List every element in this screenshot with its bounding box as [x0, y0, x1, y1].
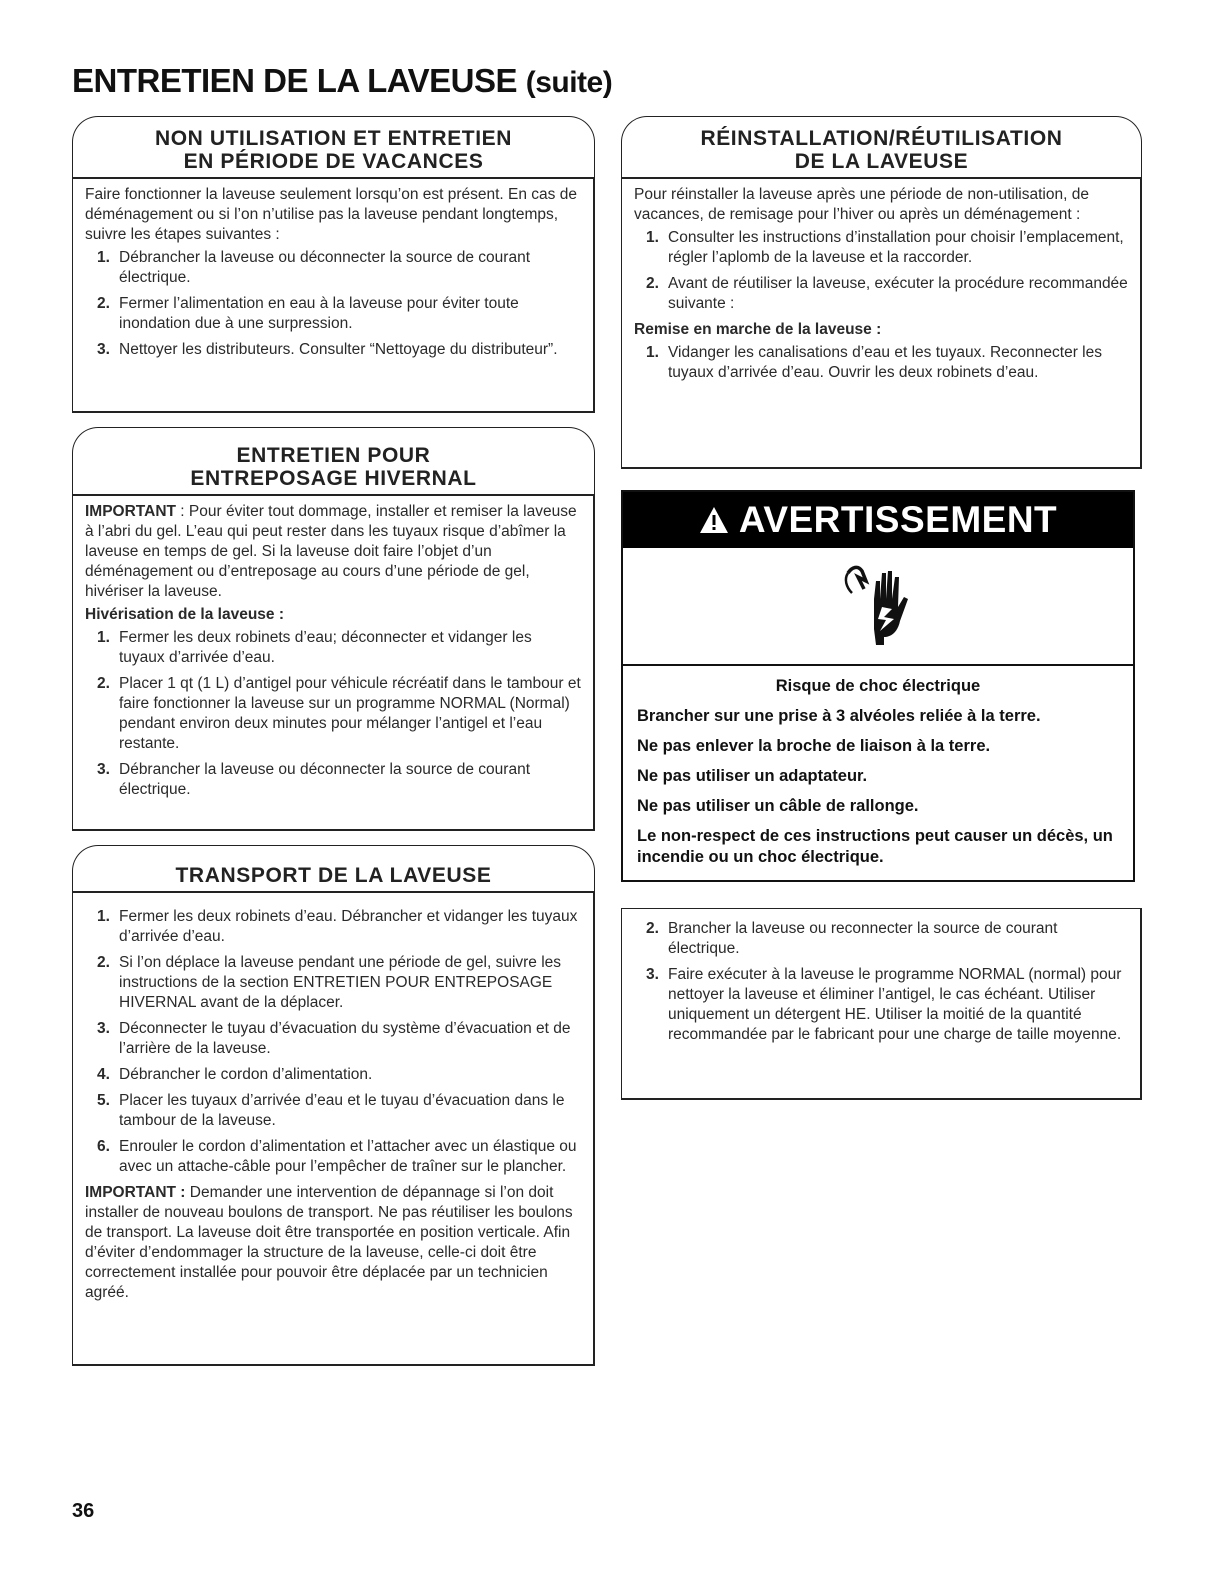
step-number: 2.	[97, 295, 110, 312]
section-hivernal	[72, 427, 595, 831]
list-item	[85, 628, 581, 668]
step-number: 2.	[646, 920, 659, 937]
step-text: Enrouler le cordon d’alimentation et l’attacher avec un élastique ou avec un attache-câble pour l’empêcher de traîner sur le plancher.	[119, 1138, 577, 1175]
step-number: 1.	[646, 229, 659, 246]
section-reinstallation-body	[621, 179, 1142, 469]
warning-risk-title: Risque de choc électrique	[775, 677, 981, 695]
step-text: Débrancher la laveuse ou déconnecter la source de courant électrique.	[119, 761, 531, 798]
list-item	[85, 248, 581, 288]
intro-text: Pour réinstaller la laveuse après une période de non-utilisation, de vacances, de remisage pour l’hiver ou après un déménagement :	[634, 186, 1089, 223]
step-number: 1.	[646, 344, 659, 361]
step-number: 2.	[646, 275, 659, 292]
step-number: 5.	[97, 1092, 110, 1109]
step-number: 1.	[97, 908, 110, 925]
subheading: Remise en marche de la laveuse :	[634, 321, 882, 338]
warning-line: Le non-respect de ces instructions peut causer un décès, un incendie ou un choc électrique.	[637, 827, 1113, 866]
page-title	[72, 62, 612, 100]
subheading: Hivérisation de la laveuse :	[85, 606, 285, 623]
step-text: Placer 1 qt (1 L) d’antigel pour véhicule récréatif dans le tambour et faire fonctionner la laveuse sur un programme NORMAL (Normal) pendant environ deux minutes pour mélanger l’antigel et l’eau restante.	[119, 675, 581, 752]
vacances-steps	[85, 248, 581, 360]
step-number: 3.	[97, 1020, 110, 1037]
important-text: Demander une intervention de dépannage si l’on doit installer de nouveau boulons de transport. Ne pas réutiliser les boulons de transport. La laveuse doit être transportée en position verticale. Afin d’éviter d’endommager la structure de la laveuse, celle-ci doit être correctement installée pour pouvoir être déplacée par un technicien agréé.	[85, 1184, 573, 1301]
list-item	[85, 1091, 581, 1131]
warning-box	[621, 490, 1135, 882]
heading-line: NON UTILISATION ET ENTRETIEN	[154, 127, 513, 150]
list-item	[85, 1019, 581, 1059]
heading-line: DE LA LAVEUSE	[794, 150, 969, 173]
section-reinstallation	[621, 116, 1142, 469]
step-text: Débrancher la laveuse ou déconnecter la source de courant électrique.	[119, 249, 531, 286]
heading-line: EN PÉRIODE DE VACANCES	[183, 150, 484, 173]
list-item	[634, 919, 1128, 959]
list-item	[85, 1065, 581, 1085]
step-number: 6.	[97, 1138, 110, 1155]
heading-line: TRANSPORT DE LA LAVEUSE	[175, 864, 492, 887]
warning-line: Brancher sur une prise à 3 alvéoles reliée à la terre.	[637, 707, 1041, 725]
section-reinstallation-heading	[621, 116, 1142, 179]
section-reinstallation-continued	[621, 908, 1142, 1100]
step-number: 3.	[97, 761, 110, 778]
list-item	[85, 294, 581, 334]
section-transport-heading	[72, 845, 595, 893]
transport-steps	[85, 907, 581, 1177]
warning-icon-area	[623, 548, 1133, 666]
step-text: Débrancher le cordon d’alimentation.	[119, 1066, 373, 1083]
step-text: Déconnecter le tuyau d’évacuation du système d’évacuation et de l’arrière de la laveuse.	[119, 1020, 571, 1057]
important-label: IMPORTANT	[85, 503, 176, 520]
step-text: Fermer les deux robinets d’eau. Débrancher et vidanger les tuyaux d’arrivée d’eau.	[119, 908, 578, 945]
warning-triangle-icon	[699, 506, 729, 534]
step-number: 4.	[97, 1066, 110, 1083]
hivernal-steps	[85, 628, 581, 800]
step-text: Consulter les instructions d’installation pour choisir l’emplacement, régler l’aplomb de la laveuse et la raccorder.	[668, 229, 1124, 266]
step-text: Vidanger les canalisations d’eau et les tuyaux. Reconnecter les tuyaux d’arrivée d’eau. Ouvrir les deux robinets d’eau.	[668, 344, 1102, 381]
section-reinstallation-continued-body	[621, 908, 1142, 1100]
step-text: Fermer l’alimentation en eau à la laveuse pour éviter toute inondation due à une surpression.	[119, 295, 519, 332]
step-text: Brancher la laveuse ou reconnecter la source de courant électrique.	[668, 920, 1058, 957]
section-transport	[72, 845, 595, 1366]
step-text: Fermer les deux robinets d’eau; déconnecter et vidanger les tuyaux d’arrivée d’eau.	[119, 629, 532, 666]
step-number: 1.	[97, 249, 110, 266]
important-note	[85, 502, 581, 602]
page-title-main: ENTRETIEN DE LA LAVEUSE	[72, 62, 518, 99]
heading-line: ENTREPOSAGE HIVERNAL	[190, 467, 477, 490]
step-number: 3.	[646, 966, 659, 983]
warning-line: Ne pas utiliser un adaptateur.	[637, 767, 868, 785]
reinstallation-substeps	[634, 343, 1128, 383]
list-item	[634, 343, 1128, 383]
reinstallation-steps	[634, 228, 1128, 314]
list-item	[85, 953, 581, 1013]
step-number: 2.	[97, 675, 110, 692]
list-item	[85, 674, 581, 754]
warning-banner-text: AVERTISSEMENT	[738, 499, 1058, 540]
warning-text	[623, 666, 1133, 887]
list-item	[85, 760, 581, 800]
important-note	[85, 1183, 581, 1303]
page-number: 36	[72, 1500, 95, 1522]
list-item	[85, 1137, 581, 1177]
step-number: 2.	[97, 954, 110, 971]
section-vacances-body	[72, 179, 595, 413]
list-item	[85, 907, 581, 947]
warning-banner	[623, 492, 1133, 548]
list-item	[85, 340, 581, 360]
step-text: Si l’on déplace la laveuse pendant une période de gel, suivre les instructions de la section ENTRETIEN POUR ENTREPOSAGE HIVERNAL avant de la déplacer.	[119, 954, 562, 1011]
page-title-suffix: (suite)	[525, 66, 613, 99]
electric-shock-hand-icon	[838, 559, 918, 654]
section-vacances	[72, 116, 595, 413]
section-transport-body	[72, 893, 595, 1366]
list-item	[634, 274, 1128, 314]
section-hivernal-body	[72, 496, 595, 831]
continued-steps	[634, 919, 1128, 1045]
list-item	[634, 965, 1128, 1045]
list-item	[634, 228, 1128, 268]
step-text: Avant de réutiliser la laveuse, exécuter la procédure recommandée suivante :	[668, 275, 1128, 312]
warning-line: Ne pas enlever la broche de liaison à la terre.	[637, 737, 991, 755]
step-text: Nettoyer les distributeurs. Consulter “Nettoyage du distributeur”.	[119, 341, 558, 358]
intro-text: Faire fonctionner la laveuse seulement lorsqu’on est présent. En cas de déménagement ou si l’on n’utilise pas la laveuse pendant longtemps, suivre les étapes suivantes :	[85, 186, 577, 243]
heading-line: RÉINSTALLATION/RÉUTILISATION	[700, 127, 1063, 150]
section-vacances-heading	[72, 116, 595, 179]
heading-line: ENTRETIEN POUR	[236, 444, 431, 467]
step-number: 1.	[97, 629, 110, 646]
warning-line: Ne pas utiliser un câble de rallonge.	[637, 797, 919, 815]
section-hivernal-heading	[72, 427, 595, 496]
important-text: : Pour éviter tout dommage, installer et remiser la laveuse à l’abri du gel. L’eau qui peut rester dans les tuyaux risque d’abîmer la laveuse en temps de gel. Si la laveuse doit faire l’objet d’un déménagement ou d’entreposage au cours d’une période de gel, hivériser la laveuse.	[85, 503, 577, 600]
important-label: IMPORTANT :	[85, 1184, 186, 1201]
step-number: 3.	[97, 341, 110, 358]
step-text: Faire exécuter à la laveuse le programme NORMAL (normal) pour nettoyer la laveuse et éliminer l’antigel, le cas échéant. Utiliser uniquement un détergent HE. Utiliser la moitié de la quantité recommandée par le fabricant pour une charge de taille moyenne.	[668, 966, 1122, 1043]
step-text: Placer les tuyaux d’arrivée d’eau et le tuyau d’évacuation dans le tambour de la laveuse.	[119, 1092, 565, 1129]
